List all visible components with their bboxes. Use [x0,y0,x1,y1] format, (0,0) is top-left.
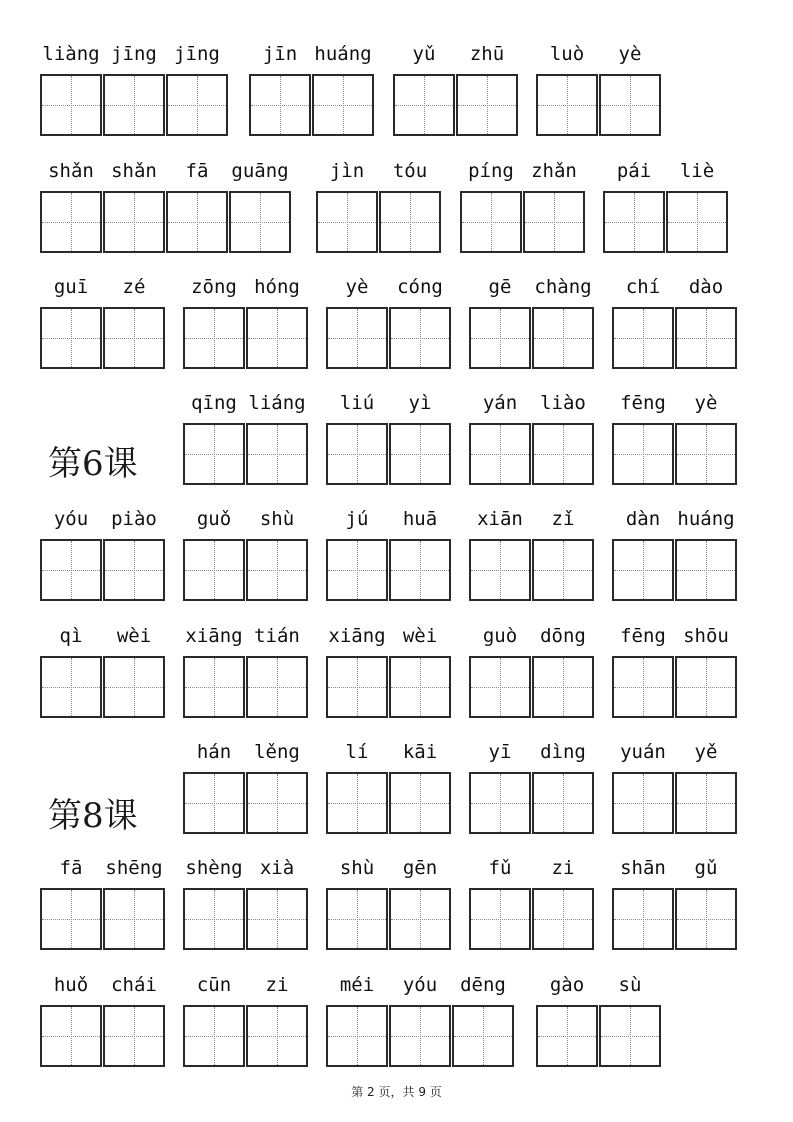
character-writing-box[interactable] [675,423,737,485]
character-writing-box[interactable] [183,539,245,601]
character-grid [40,191,291,253]
character-grid [603,191,728,253]
character-writing-box[interactable] [379,191,441,253]
pinyin-label: zhǎn [531,160,577,182]
pinyin-label: fēng [620,625,666,647]
character-grid [183,772,308,834]
pinyin-label: dēng [460,974,506,996]
pinyin-label: kāi [402,741,438,763]
word-row [0,503,793,613]
character-writing-box[interactable] [326,423,388,485]
pinyin-label: yè [345,276,369,298]
pinyin-label: liáng [248,392,306,414]
pinyin-label: dào [688,276,724,298]
pinyin-label: lěng [254,741,300,763]
character-writing-box[interactable] [166,74,228,136]
character-writing-box[interactable] [316,191,378,253]
character-writing-box[interactable] [183,888,245,950]
pinyin-label: yuán [620,741,666,763]
character-writing-box[interactable] [326,307,388,369]
pinyin-label: shōu [683,625,729,647]
pinyin-label: liàng [42,43,100,65]
pinyin-label: shù [259,508,295,530]
character-writing-box[interactable] [389,307,451,369]
pinyin-label: fā [59,857,83,879]
character-writing-box[interactable] [249,74,311,136]
character-writing-box[interactable] [389,656,451,718]
pinyin-label: xià [259,857,295,879]
character-writing-box[interactable] [456,74,518,136]
character-writing-box[interactable] [523,191,585,253]
character-grid [469,656,594,718]
character-writing-box[interactable] [675,888,737,950]
pinyin-label: dōng [540,625,586,647]
character-writing-box[interactable] [536,74,598,136]
character-writing-box[interactable] [326,539,388,601]
character-writing-box[interactable] [326,888,388,950]
pinyin-label: zǐ [551,508,575,530]
character-writing-box[interactable] [675,656,737,718]
character-grid [326,1005,514,1067]
character-grid [326,307,451,369]
character-grid [393,74,518,136]
character-grid [183,888,308,950]
character-writing-box[interactable] [675,539,737,601]
character-grid [469,307,594,369]
character-writing-box[interactable] [40,307,102,369]
character-writing-box[interactable] [246,539,308,601]
character-writing-box[interactable] [183,1005,245,1067]
pinyin-label: shǎn [111,160,157,182]
character-writing-box[interactable] [246,656,308,718]
character-writing-box[interactable] [326,772,388,834]
character-writing-box[interactable] [389,539,451,601]
page-footer: 第 2 页，共 9 页 [351,1085,442,1099]
character-writing-box[interactable] [183,772,245,834]
pinyin-label: lí [345,741,369,763]
pinyin-label: gēn [402,857,438,879]
character-writing-box[interactable] [183,656,245,718]
pinyin-label: fēng [620,392,666,414]
character-grid [40,888,165,950]
character-grid [612,423,737,485]
pinyin-label: guò [482,625,518,647]
pinyin-label: gē [488,276,512,298]
pinyin-label: chàng [534,276,592,298]
character-writing-box[interactable] [603,191,665,253]
character-grid [326,423,451,485]
pinyin-label: huáng [677,508,735,530]
character-writing-box[interactable] [666,191,728,253]
character-writing-box[interactable] [675,772,737,834]
pinyin-label: yè [694,392,718,414]
character-writing-box[interactable] [532,423,594,485]
character-writing-box[interactable] [40,1005,102,1067]
character-writing-box[interactable] [389,423,451,485]
character-writing-box[interactable] [599,1005,661,1067]
pinyin-label: yī [488,741,512,763]
pinyin-label: yè [618,43,642,65]
character-writing-box[interactable] [675,307,737,369]
pinyin-label: yě [694,741,718,763]
character-grid [326,539,451,601]
character-writing-box[interactable] [532,772,594,834]
pinyin-label: piào [111,508,157,530]
character-writing-box[interactable] [532,539,594,601]
pinyin-label: sù [618,974,642,996]
character-writing-box[interactable] [103,307,165,369]
pinyin-label: luò [549,43,585,65]
pinyin-label: cūn [196,974,232,996]
character-writing-box[interactable] [460,191,522,253]
pinyin-label: qīng [191,392,237,414]
character-writing-box[interactable] [469,539,531,601]
character-writing-box[interactable] [183,307,245,369]
character-writing-box[interactable] [599,74,661,136]
character-writing-box[interactable] [312,74,374,136]
character-writing-box[interactable] [532,307,594,369]
character-writing-box[interactable] [612,888,674,950]
pinyin-label: zi [551,857,575,879]
pinyin-label: tián [254,625,300,647]
pinyin-label: hóng [254,276,300,298]
pinyin-label: pái [616,160,652,182]
pinyin-label: jú [345,508,369,530]
character-grid [183,1005,308,1067]
pinyin-label: shān [620,857,666,879]
character-grid [40,539,165,601]
pinyin-label: yǔ [412,43,436,65]
pinyin-label: shù [339,857,375,879]
character-writing-box[interactable] [393,74,455,136]
pinyin-label: guǒ [196,508,232,530]
lesson-heading: 第8课 [48,796,138,836]
character-grid [183,423,308,485]
pinyin-label: dàn [625,508,661,530]
character-writing-box[interactable] [40,539,102,601]
character-writing-box[interactable] [612,656,674,718]
pinyin-label: zhū [469,43,505,65]
word-row [0,38,793,148]
character-writing-box[interactable] [532,888,594,950]
lesson-heading: 第6课 [48,444,138,484]
character-writing-box[interactable] [40,191,102,253]
character-grid [326,772,451,834]
pinyin-label: tóu [392,160,428,182]
pinyin-label: qì [59,625,83,647]
character-grid [40,307,165,369]
pinyin-label: chái [111,974,157,996]
character-writing-box[interactable] [469,423,531,485]
character-writing-box[interactable] [469,307,531,369]
pinyin-label: yán [482,392,518,414]
pinyin-label: shǎn [48,160,94,182]
character-writing-box[interactable] [452,1005,514,1067]
character-writing-box[interactable] [469,888,531,950]
character-writing-box[interactable] [389,1005,451,1067]
character-writing-box[interactable] [326,656,388,718]
character-writing-box[interactable] [612,539,674,601]
character-grid [469,772,594,834]
pinyin-label: guī [53,276,89,298]
character-writing-box[interactable] [389,888,451,950]
character-writing-box[interactable] [103,191,165,253]
pinyin-label: zi [265,974,289,996]
pinyin-label: shēng [105,857,163,879]
character-writing-box[interactable] [536,1005,598,1067]
character-writing-box[interactable] [103,656,165,718]
pinyin-label: huǒ [53,974,89,996]
pinyin-label: yóu [53,508,89,530]
pinyin-label: jìn [329,160,365,182]
character-grid [183,307,308,369]
character-writing-box[interactable] [229,191,291,253]
character-grid [40,74,228,136]
character-writing-box[interactable] [612,423,674,485]
pinyin-label: píng [468,160,514,182]
character-grid [249,74,374,136]
character-grid [612,307,737,369]
character-grid [612,772,737,834]
character-writing-box[interactable] [103,1005,165,1067]
pinyin-label: dìng [540,741,586,763]
character-writing-box[interactable] [183,423,245,485]
pinyin-label: fā [185,160,209,182]
pinyin-label: liú [339,392,375,414]
word-row [0,620,793,730]
pinyin-label: wèi [116,625,152,647]
word-row [0,852,793,962]
pinyin-label: xiāng [328,625,386,647]
word-row [0,271,793,381]
character-grid [316,191,441,253]
character-grid [612,656,737,718]
pinyin-label: yì [408,392,432,414]
character-writing-box[interactable] [326,1005,388,1067]
character-grid [40,656,165,718]
character-grid [536,1005,661,1067]
word-row [0,155,793,265]
character-writing-box[interactable] [103,74,165,136]
pinyin-label: shèng [185,857,243,879]
pinyin-label: hán [196,741,232,763]
character-grid [612,539,737,601]
pinyin-label: gǔ [694,857,718,879]
character-writing-box[interactable] [469,656,531,718]
pinyin-label: jīng [174,43,220,65]
character-grid [469,423,594,485]
pinyin-label: fǔ [488,857,512,879]
pinyin-label: wèi [402,625,438,647]
pinyin-label: zōng [191,276,237,298]
pinyin-label: huā [402,508,438,530]
character-writing-box[interactable] [166,191,228,253]
character-writing-box[interactable] [40,888,102,950]
character-grid [326,656,451,718]
character-writing-box[interactable] [246,307,308,369]
character-grid [469,888,594,950]
character-writing-box[interactable] [389,772,451,834]
character-writing-box[interactable] [469,772,531,834]
pinyin-label: chí [625,276,661,298]
pinyin-label: liào [540,392,586,414]
character-grid [612,888,737,950]
pinyin-label: yóu [402,974,438,996]
character-grid [536,74,661,136]
pinyin-label: cóng [397,276,443,298]
pinyin-label: méi [339,974,375,996]
character-grid [326,888,451,950]
character-writing-box[interactable] [246,423,308,485]
character-grid [40,1005,165,1067]
character-writing-box[interactable] [246,772,308,834]
character-grid [183,656,308,718]
pinyin-label: gào [549,974,585,996]
pinyin-label: jīng [111,43,157,65]
pinyin-label: xiāng [185,625,243,647]
character-grid [469,539,594,601]
pinyin-label: guāng [231,160,289,182]
character-writing-box[interactable] [40,74,102,136]
character-writing-box[interactable] [103,888,165,950]
pinyin-label: huáng [314,43,372,65]
character-grid [183,539,308,601]
pinyin-label: jīn [262,43,298,65]
character-writing-box[interactable] [40,656,102,718]
word-row [0,969,793,1079]
pinyin-label: liè [679,160,715,182]
character-writing-box[interactable] [532,656,594,718]
character-writing-box[interactable] [612,307,674,369]
character-writing-box[interactable] [246,1005,308,1067]
pinyin-label: zé [122,276,146,298]
character-writing-box[interactable] [612,772,674,834]
character-writing-box[interactable] [246,888,308,950]
character-grid [460,191,585,253]
pinyin-label: xiān [477,508,523,530]
character-writing-box[interactable] [103,539,165,601]
